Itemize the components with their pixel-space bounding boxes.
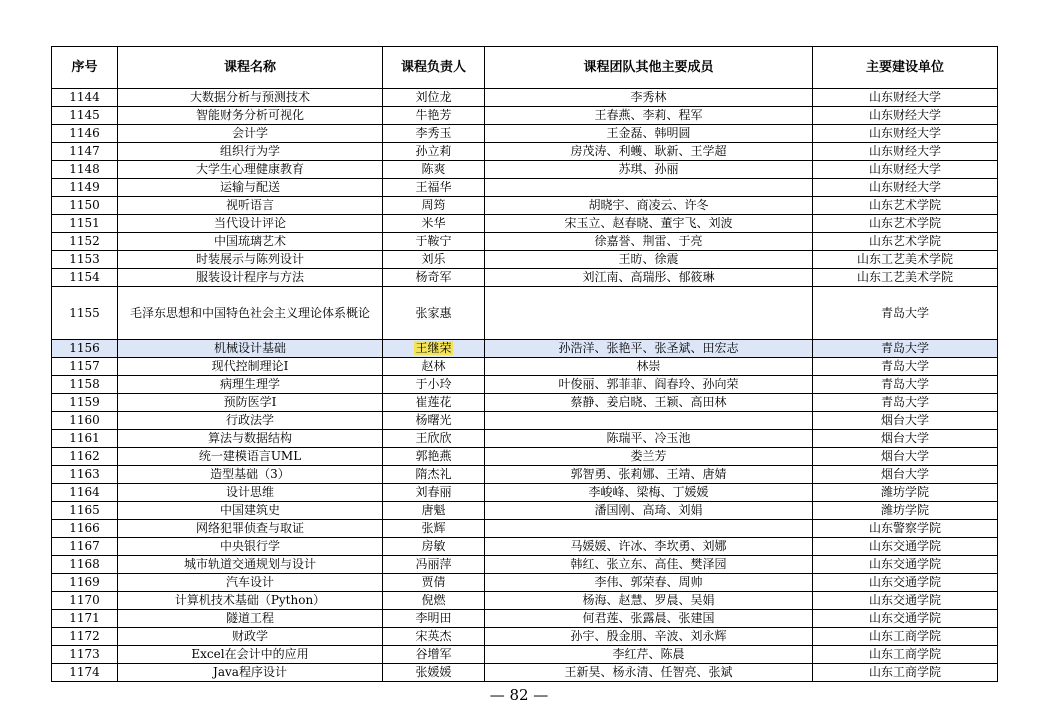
lead-name: 米华: [421, 216, 446, 230]
lead-name: 倪燃: [421, 593, 446, 607]
table-row: [52, 412, 998, 430]
table-row: [52, 358, 998, 376]
cell-index: 1174: [52, 664, 118, 682]
cell-index: 1145: [52, 107, 118, 125]
cell-lead: [383, 556, 485, 574]
cell-unit: 烟台大学: [813, 448, 998, 466]
cell-unit: 山东交通学院: [813, 538, 998, 556]
cell-members: 徐嘉誉、荆雷、于亮: [485, 233, 813, 251]
table-row: [52, 664, 998, 682]
table-header: [52, 47, 998, 89]
cell-members: 李峻峰、梁梅、丁媛媛: [485, 484, 813, 502]
cell-unit: 潍坊学院: [813, 502, 998, 520]
cell-course-name: 算法与数据结构: [118, 430, 383, 448]
cell-lead: [383, 520, 485, 538]
lead-name: 张家惠: [415, 305, 452, 320]
cell-members: 宋玉立、赵春晓、董宇飞、刘波: [485, 215, 813, 233]
table-row: [52, 376, 998, 394]
cell-lead: [383, 466, 485, 484]
cell-lead: [383, 394, 485, 412]
lead-name: 贾倩: [421, 575, 446, 589]
cell-course-name: 现代控制理论I: [118, 358, 383, 376]
cell-lead: [383, 89, 485, 107]
cell-index: 1160: [52, 412, 118, 430]
cell-index: 1171: [52, 610, 118, 628]
lead-name: 孙立莉: [415, 144, 452, 158]
cell-members: 孙宇、殷金朋、辛波、刘永辉: [485, 628, 813, 646]
cell-index: 1172: [52, 628, 118, 646]
lead-name: 李秀玉: [415, 126, 452, 140]
cell-unit: 山东交通学院: [813, 592, 998, 610]
cell-course-name: 智能财务分析可视化: [118, 107, 383, 125]
cell-lead: [383, 287, 485, 340]
cell-index: 1173: [52, 646, 118, 664]
cell-index: 1159: [52, 394, 118, 412]
cell-unit: 山东财经大学: [813, 179, 998, 197]
cell-course-name: 网络犯罪侦查与取证: [118, 520, 383, 538]
cell-members: 杨海、赵慧、罗晨、吴娟: [485, 592, 813, 610]
cell-index: 1144: [52, 89, 118, 107]
cell-unit: 山东工艺美术学院: [813, 269, 998, 287]
cell-course-name: 当代设计评论: [118, 215, 383, 233]
table-row: [52, 628, 998, 646]
cell-index: 1146: [52, 125, 118, 143]
cell-unit: 山东工商学院: [813, 646, 998, 664]
header-members: 课程团队其他主要成员: [485, 47, 813, 89]
cell-lead: [383, 430, 485, 448]
cell-unit: 山东警察学院: [813, 520, 998, 538]
cell-members: 李伟、郭荣春、周帅: [485, 574, 813, 592]
lead-name: 冯丽萍: [415, 557, 452, 571]
cell-unit: 山东财经大学: [813, 125, 998, 143]
cell-index: 1162: [52, 448, 118, 466]
table-row: [52, 592, 998, 610]
cell-lead: [383, 538, 485, 556]
cell-course-name: 行政法学: [118, 412, 383, 430]
course-table: [51, 46, 998, 682]
cell-unit: 山东艺术学院: [813, 215, 998, 233]
cell-members: 王昉、徐震: [485, 251, 813, 269]
cell-course-name: 毛泽东思想和中国特色社会主义理论体系概论: [118, 287, 383, 340]
table-row: [52, 197, 998, 215]
cell-lead: [383, 628, 485, 646]
lead-name: 杨曙光: [415, 413, 452, 427]
cell-lead: [383, 125, 485, 143]
cell-unit: 山东财经大学: [813, 107, 998, 125]
cell-lead: [383, 664, 485, 682]
cell-unit: 山东财经大学: [813, 161, 998, 179]
cell-course-name: Excel在会计中的应用: [118, 646, 383, 664]
cell-index: 1150: [52, 197, 118, 215]
table-row: [52, 143, 998, 161]
lead-name: 宋英杰: [415, 629, 452, 643]
cell-index: 1154: [52, 269, 118, 287]
cell-lead: [383, 161, 485, 179]
cell-index: 1167: [52, 538, 118, 556]
lead-name: 张媛媛: [415, 665, 452, 679]
table-row: [52, 502, 998, 520]
cell-lead: [383, 340, 485, 358]
cell-index: 1149: [52, 179, 118, 197]
cell-lead: [383, 251, 485, 269]
cell-lead: [383, 592, 485, 610]
table-row: [52, 161, 998, 179]
cell-members: 马媛媛、许冰、李坎勇、刘娜: [485, 538, 813, 556]
cell-index: 1166: [52, 520, 118, 538]
cell-unit: 青岛大学: [813, 376, 998, 394]
cell-members: [485, 412, 813, 430]
lead-name: 刘位龙: [415, 90, 452, 104]
lead-name: 房敏: [421, 539, 446, 553]
table-row: [52, 466, 998, 484]
table-row: [52, 340, 998, 358]
lead-name: 李明田: [415, 611, 452, 625]
cell-course-name: 设计思维: [118, 484, 383, 502]
cell-members: 叶俊丽、郭菲菲、阎春玲、孙向荣: [485, 376, 813, 394]
lead-name: 于鞍宁: [415, 234, 452, 248]
cell-index: 1152: [52, 233, 118, 251]
cell-members: [485, 520, 813, 538]
lead-name: 周筠: [421, 198, 446, 212]
cell-course-name: 病理生理学: [118, 376, 383, 394]
table-row: [52, 251, 998, 269]
table-row: [52, 215, 998, 233]
cell-unit: 山东交通学院: [813, 574, 998, 592]
cell-unit: 山东财经大学: [813, 89, 998, 107]
cell-members: 孙浩洋、张艳平、张圣斌、田宏志: [485, 340, 813, 358]
cell-index: 1155: [52, 287, 118, 340]
cell-lead: [383, 502, 485, 520]
cell-course-name: 大学生心理健康教育: [118, 161, 383, 179]
cell-unit: 青岛大学: [813, 358, 998, 376]
cell-course-name: 计算机技术基础（Python）: [118, 592, 383, 610]
cell-index: 1170: [52, 592, 118, 610]
cell-course-name: 组织行为学: [118, 143, 383, 161]
cell-index: 1156: [52, 340, 118, 358]
table-body: [52, 89, 998, 682]
table-row: [52, 646, 998, 664]
cell-members: 林崇: [485, 358, 813, 376]
cell-members: 潘国刚、高琦、刘娟: [485, 502, 813, 520]
cell-lead: [383, 646, 485, 664]
cell-lead: [383, 358, 485, 376]
cell-unit: 山东交通学院: [813, 610, 998, 628]
header-unit: 主要建设单位: [813, 47, 998, 89]
cell-unit: 烟台大学: [813, 412, 998, 430]
cell-course-name: 时装展示与陈列设计: [118, 251, 383, 269]
cell-members: 何君莲、张露晨、张建国: [485, 610, 813, 628]
cell-course-name: 服装设计程序与方法: [118, 269, 383, 287]
header-lead: 课程负责人: [383, 47, 485, 89]
cell-index: 1148: [52, 161, 118, 179]
cell-course-name: 机械设计基础: [118, 340, 383, 358]
cell-members: 刘江南、高瑞彤、郁筱琳: [485, 269, 813, 287]
cell-course-name: 汽车设计: [118, 574, 383, 592]
cell-members: 李秀林: [485, 89, 813, 107]
table-row: [52, 107, 998, 125]
cell-members: 陈瑞平、冷玉池: [485, 430, 813, 448]
cell-course-name: 运输与配送: [118, 179, 383, 197]
cell-unit: 青岛大学: [813, 340, 998, 358]
lead-name: 郭艳燕: [415, 449, 452, 463]
cell-unit: 青岛大学: [813, 287, 998, 340]
lead-name: 唐魁: [421, 503, 446, 517]
table-row: [52, 574, 998, 592]
lead-name: 王欣欣: [415, 431, 452, 445]
cell-members: 郭智勇、张莉娜、王靖、唐婧: [485, 466, 813, 484]
lead-name: 牛艳芳: [415, 108, 452, 122]
cell-course-name: 中央银行学: [118, 538, 383, 556]
table-row: [52, 269, 998, 287]
cell-unit: 潍坊学院: [813, 484, 998, 502]
cell-index: 1165: [52, 502, 118, 520]
cell-index: 1151: [52, 215, 118, 233]
header-course-name: 课程名称: [118, 47, 383, 89]
cell-course-name: 统一建模语言UML: [118, 448, 383, 466]
cell-index: 1164: [52, 484, 118, 502]
cell-unit: 山东工商学院: [813, 664, 998, 682]
table-row: [52, 179, 998, 197]
lead-name: 谷增军: [415, 647, 452, 661]
table-row: [52, 125, 998, 143]
cell-members: 胡晓宇、商凌云、许冬: [485, 197, 813, 215]
cell-lead: [383, 179, 485, 197]
cell-index: 1169: [52, 574, 118, 592]
table-row: [52, 448, 998, 466]
cell-lead: [383, 376, 485, 394]
cell-lead: [383, 233, 485, 251]
table-row: [52, 484, 998, 502]
cell-members: [485, 287, 813, 340]
cell-index: 1163: [52, 466, 118, 484]
cell-index: 1157: [52, 358, 118, 376]
table-row: [52, 430, 998, 448]
cell-unit: 山东财经大学: [813, 143, 998, 161]
cell-unit: 烟台大学: [813, 466, 998, 484]
table-row: [52, 89, 998, 107]
cell-lead: [383, 610, 485, 628]
cell-index: 1158: [52, 376, 118, 394]
lead-name: 张辉: [421, 521, 446, 535]
cell-members: 王金磊、韩明圆: [485, 125, 813, 143]
cell-lead: [383, 197, 485, 215]
cell-course-name: 视听语言: [118, 197, 383, 215]
cell-course-name: 大数据分析与预测技术: [118, 89, 383, 107]
cell-members: 王新昊、杨永清、任智亮、张斌: [485, 664, 813, 682]
cell-lead: [383, 574, 485, 592]
table-row: [52, 287, 998, 340]
cell-unit: 青岛大学: [813, 394, 998, 412]
header-index: 序号: [52, 47, 118, 89]
lead-name: 王继荣: [415, 341, 452, 355]
cell-index: 1161: [52, 430, 118, 448]
table-row: [52, 556, 998, 574]
cell-members: 娄兰芳: [485, 448, 813, 466]
cell-course-name: 中国琉璃艺术: [118, 233, 383, 251]
cell-unit: 山东工商学院: [813, 628, 998, 646]
cell-lead: [383, 269, 485, 287]
cell-members: 蔡静、姜启晓、王颖、高田林: [485, 394, 813, 412]
cell-index: 1153: [52, 251, 118, 269]
cell-index: 1147: [52, 143, 118, 161]
cell-members: 房茂涛、利蠖、耿新、王学超: [485, 143, 813, 161]
cell-members: 王春燕、李莉、程军: [485, 107, 813, 125]
table-row: [52, 520, 998, 538]
cell-lead: [383, 484, 485, 502]
page-number: — 82 —: [489, 686, 549, 704]
header-row: [52, 47, 998, 89]
cell-lead: [383, 412, 485, 430]
cell-course-name: 预防医学I: [118, 394, 383, 412]
cell-unit: 山东艺术学院: [813, 197, 998, 215]
table-row: [52, 394, 998, 412]
lead-name: 王福华: [415, 180, 452, 194]
cell-course-name: 城市轨道交通规划与设计: [118, 556, 383, 574]
table-row: [52, 538, 998, 556]
cell-course-name: 财政学: [118, 628, 383, 646]
cell-members: 李红芹、陈晨: [485, 646, 813, 664]
lead-name: 隋杰礼: [415, 467, 452, 481]
cell-course-name: 会计学: [118, 125, 383, 143]
cell-lead: [383, 215, 485, 233]
lead-name: 刘春丽: [415, 485, 452, 499]
lead-name: 刘乐: [421, 252, 446, 266]
lead-name: 赵林: [421, 359, 446, 373]
table-row: [52, 233, 998, 251]
cell-lead: [383, 107, 485, 125]
cell-lead: [383, 143, 485, 161]
cell-unit: 烟台大学: [813, 430, 998, 448]
cell-index: 1168: [52, 556, 118, 574]
cell-unit: 山东艺术学院: [813, 233, 998, 251]
cell-unit: 山东交通学院: [813, 556, 998, 574]
cell-members: [485, 179, 813, 197]
cell-members: 韩红、张立东、高佳、樊泽园: [485, 556, 813, 574]
table-row: [52, 610, 998, 628]
cell-lead: [383, 448, 485, 466]
lead-name: 于小玲: [415, 377, 452, 391]
cell-members: 苏琪、孙丽: [485, 161, 813, 179]
cell-course-name: Java程序设计: [118, 664, 383, 682]
cell-course-name: 隧道工程: [118, 610, 383, 628]
lead-name: 陈爽: [421, 162, 446, 176]
cell-course-name: 中国建筑史: [118, 502, 383, 520]
cell-course-name: 造型基础（3）: [118, 466, 383, 484]
lead-name: 杨奇军: [415, 270, 452, 284]
cell-unit: 山东工艺美术学院: [813, 251, 998, 269]
lead-name: 崔莲花: [415, 395, 452, 409]
